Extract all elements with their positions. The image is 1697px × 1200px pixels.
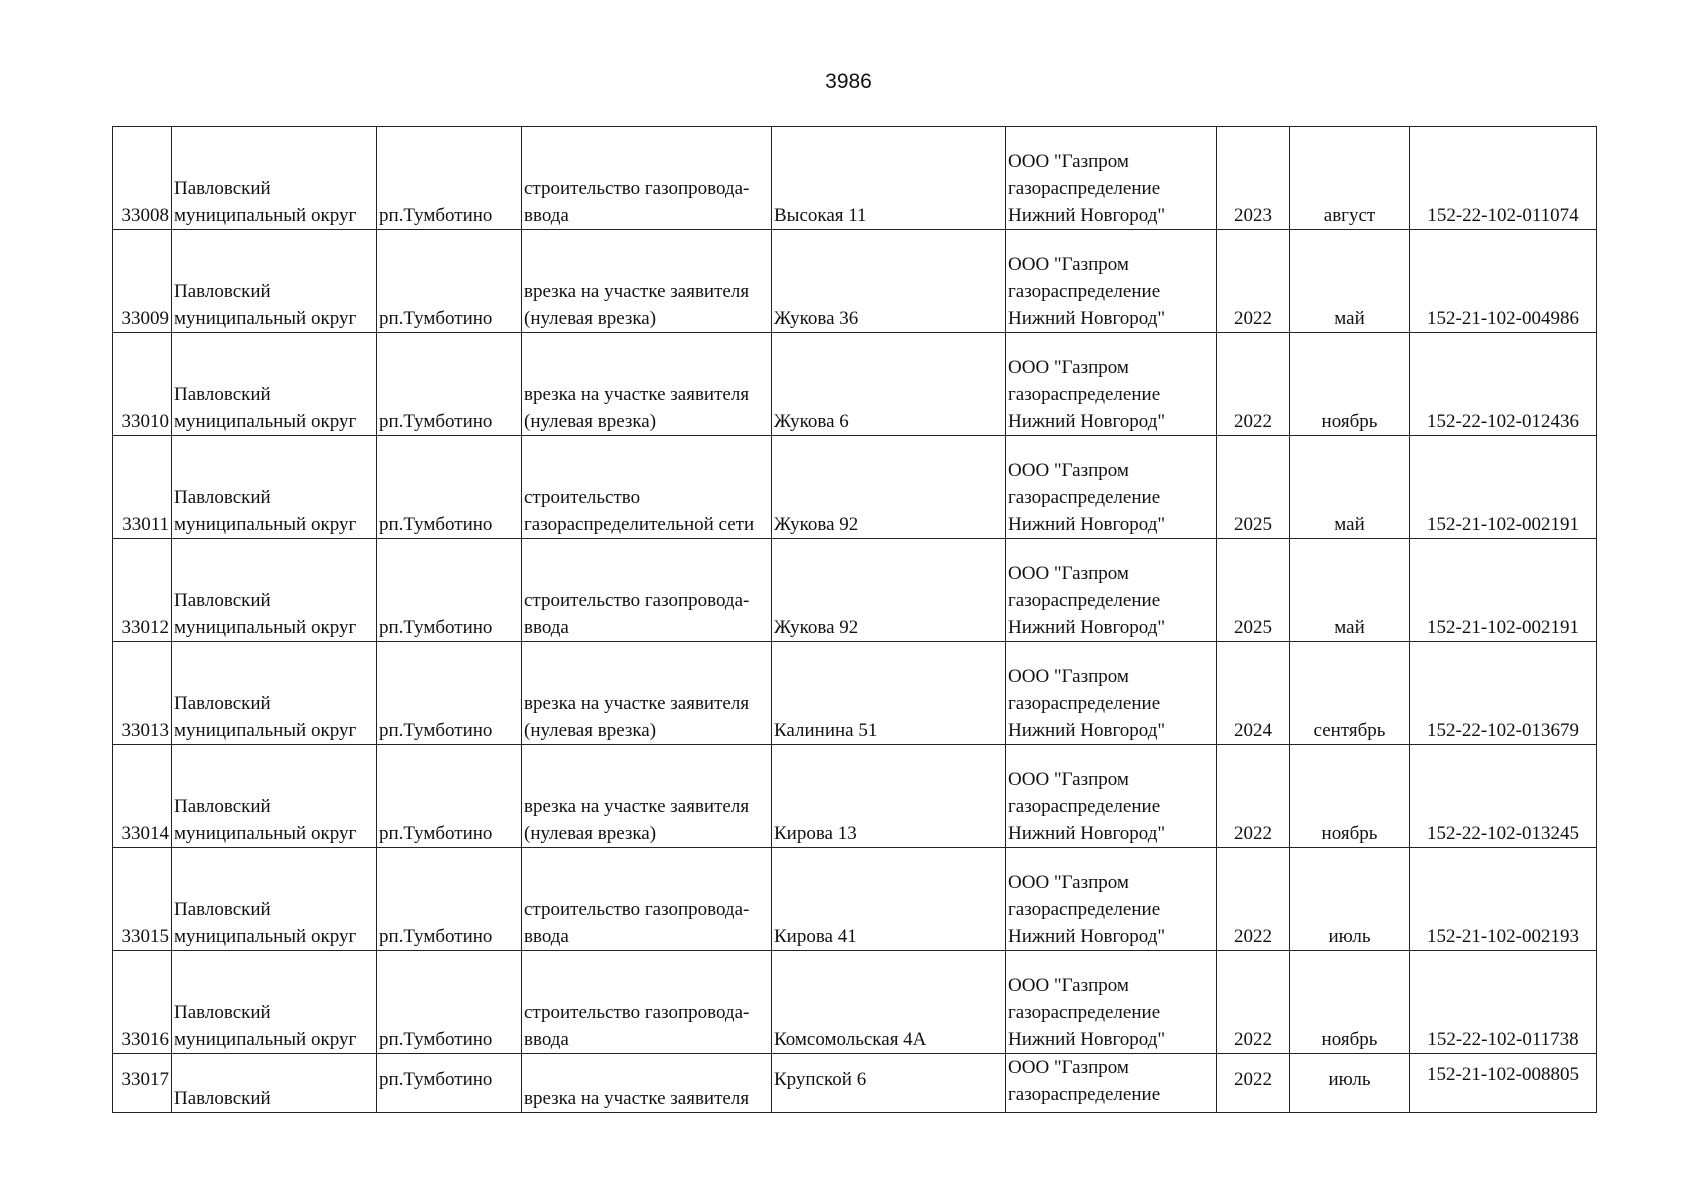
district-cell: Павловский муниципальный округ [172,745,377,848]
work-type-cell: врезка на участке заявителя (нулевая врезка) [522,642,772,745]
locality-cell: рп.Тумботино [377,127,522,230]
table-row [113,745,1597,848]
month-cell: сентябрь [1290,642,1410,745]
organization-cell: ООО "Газпром газораспределение Нижний Новгород" [1006,642,1217,745]
year-cell: 2022 [1217,1054,1290,1113]
application-code-cell: 152-22-102-011074 [1410,127,1597,230]
work-type-cell: строительство газопровода- ввода [522,951,772,1054]
month-cell: ноябрь [1290,333,1410,436]
table-row [113,436,1597,539]
work-type-cell: строительство газораспределительной сети [522,436,772,539]
district-cell: Павловский муниципальный округ [172,539,377,642]
district-cell: Павловский муниципальный округ [172,333,377,436]
month-cell: май [1290,230,1410,333]
locality-cell: рп.Тумботино [377,642,522,745]
table-row [113,1054,1597,1113]
table-row [113,539,1597,642]
year-cell: 2025 [1217,436,1290,539]
work-type-cell: строительство газопровода- ввода [522,127,772,230]
address-cell: Высокая 11 [772,127,1006,230]
application-code-cell: 152-21-102-008805 [1410,1054,1597,1113]
table-row [113,230,1597,333]
table-row [113,642,1597,745]
month-cell: июль [1290,1054,1410,1113]
district-cell: Павловский муниципальный округ [172,127,377,230]
locality-cell: рп.Тумботино [377,1054,522,1113]
address-cell: Жукова 6 [772,333,1006,436]
row-number-cell: 33011 [113,436,172,539]
month-cell: май [1290,539,1410,642]
table-row [113,951,1597,1054]
year-cell: 2022 [1217,745,1290,848]
work-type-cell: строительство газопровода- ввода [522,848,772,951]
address-cell: Жукова 92 [772,436,1006,539]
organization-cell: ООО "Газпром газораспределение Нижний Новгород" [1006,745,1217,848]
month-cell: ноябрь [1290,745,1410,848]
address-cell: Крупской 6 [772,1054,1006,1113]
row-number-cell: 33008 [113,127,172,230]
year-cell: 2022 [1217,333,1290,436]
row-number-cell: 33012 [113,539,172,642]
work-type-cell: врезка на участке заявителя (нулевая врезка) [522,745,772,848]
table-row [113,127,1597,230]
row-number-cell: 33013 [113,642,172,745]
application-code-cell: 152-21-102-002191 [1410,539,1597,642]
year-cell: 2022 [1217,848,1290,951]
address-cell: Калинина 51 [772,642,1006,745]
address-cell: Жукова 92 [772,539,1006,642]
locality-cell: рп.Тумботино [377,539,522,642]
work-type-cell: врезка на участке заявителя (нулевая врезка) [522,230,772,333]
application-code-cell: 152-22-102-011738 [1410,951,1597,1054]
application-code-cell: 152-22-102-013245 [1410,745,1597,848]
year-cell: 2022 [1217,951,1290,1054]
application-code-cell: 152-21-102-002193 [1410,848,1597,951]
application-code-cell: 152-21-102-004986 [1410,230,1597,333]
page-number: 3986 [825,70,872,93]
month-cell: ноябрь [1290,951,1410,1054]
year-cell: 2025 [1217,539,1290,642]
locality-cell: рп.Тумботино [377,951,522,1054]
application-code-cell: 152-22-102-013679 [1410,642,1597,745]
organization-cell: ООО "Газпром газораспределение Нижний Новгород" [1006,436,1217,539]
address-cell: Кирова 13 [772,745,1006,848]
table-row [113,848,1597,951]
work-type-cell: врезка на участке заявителя [522,1054,772,1113]
organization-cell: ООО "Газпром газораспределение Нижний Новгород" [1006,333,1217,436]
month-cell: май [1290,436,1410,539]
row-number-cell: 33015 [113,848,172,951]
locality-cell: рп.Тумботино [377,848,522,951]
address-cell: Комсомольская 4А [772,951,1006,1054]
locality-cell: рп.Тумботино [377,333,522,436]
organization-cell: ООО "Газпром газораспределение Нижний Новгород" [1006,230,1217,333]
year-cell: 2023 [1217,127,1290,230]
organization-cell: ООО "Газпром газораспределение Нижний Новгород" [1006,539,1217,642]
row-number-cell: 33009 [113,230,172,333]
district-cell: Павловский муниципальный округ [172,848,377,951]
month-cell: июль [1290,848,1410,951]
address-cell: Жукова 36 [772,230,1006,333]
register-table [112,126,1597,1113]
organization-cell: ООО "Газпром газораспределение Нижний Новгород" [1006,848,1217,951]
locality-cell: рп.Тумботино [377,745,522,848]
year-cell: 2022 [1217,230,1290,333]
district-cell: Павловский муниципальный округ [172,230,377,333]
work-type-cell: строительство газопровода- ввода [522,539,772,642]
row-number-cell: 33016 [113,951,172,1054]
application-code-cell: 152-21-102-002191 [1410,436,1597,539]
table-row [113,333,1597,436]
district-cell: Павловский муниципальный округ [172,436,377,539]
year-cell: 2024 [1217,642,1290,745]
address-cell: Кирова 41 [772,848,1006,951]
locality-cell: рп.Тумботино [377,230,522,333]
work-type-cell: врезка на участке заявителя (нулевая врезка) [522,333,772,436]
locality-cell: рп.Тумботино [377,436,522,539]
row-number-cell: 33014 [113,745,172,848]
organization-cell: ООО "Газпром газораспределение [1006,1054,1217,1113]
table-body [113,127,1597,1113]
district-cell: Павловский муниципальный округ [172,951,377,1054]
district-cell: Павловский [172,1054,377,1113]
district-cell: Павловский муниципальный округ [172,642,377,745]
row-number-cell: 33017 [113,1054,172,1113]
organization-cell: ООО "Газпром газораспределение Нижний Новгород" [1006,127,1217,230]
organization-cell: ООО "Газпром газораспределение Нижний Новгород" [1006,951,1217,1054]
application-code-cell: 152-22-102-012436 [1410,333,1597,436]
month-cell: август [1290,127,1410,230]
row-number-cell: 33010 [113,333,172,436]
